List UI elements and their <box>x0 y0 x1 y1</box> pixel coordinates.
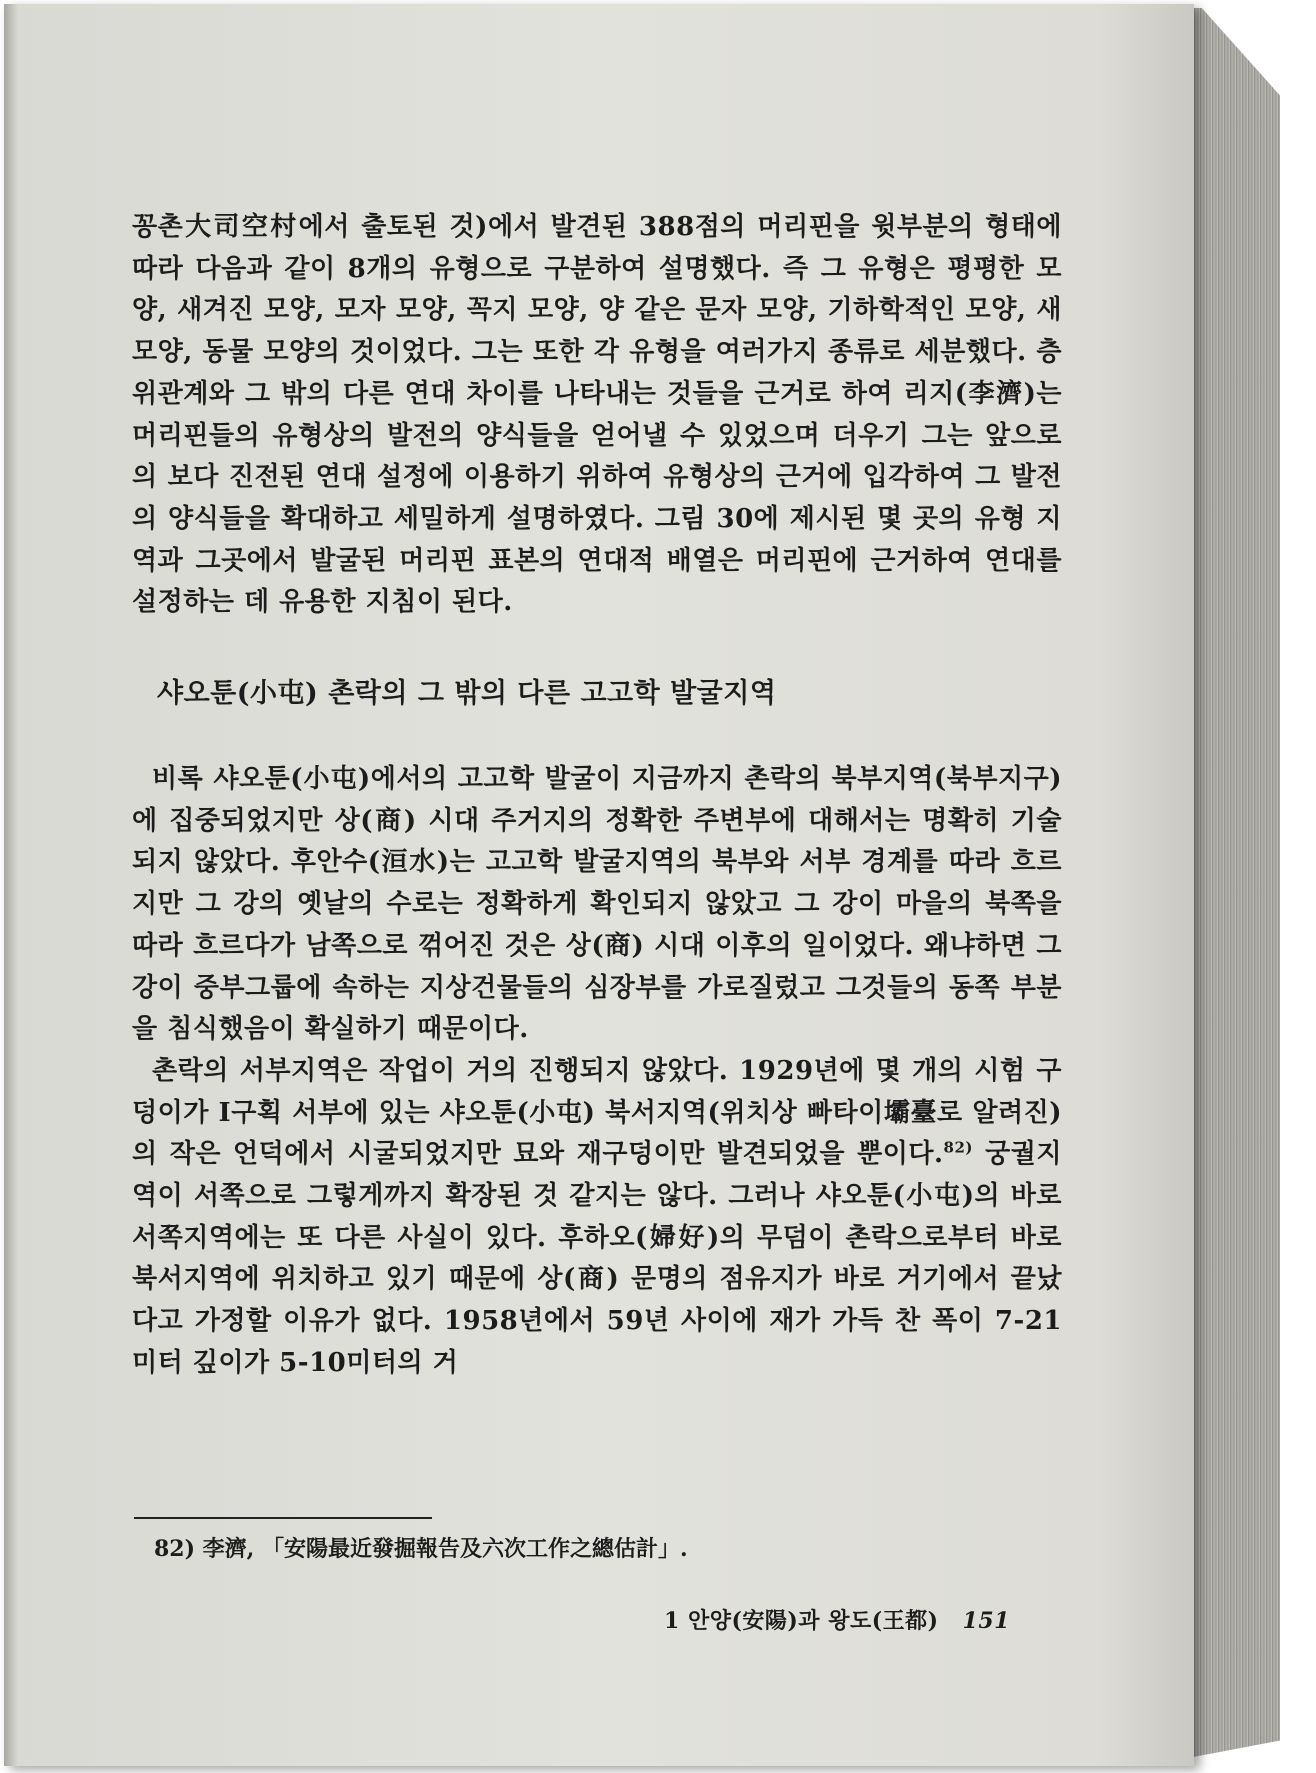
paragraph-3 <box>132 1051 1062 1385</box>
paragraph-3-part-1: 촌락의 서부지역은 작업이 거의 진행되지 않았다. 1929년에 몇 개의 시험 구덩이가 Ⅰ구획 서부에 있는 샤오툰(小屯) 북서지역(위치상 빠타이壩臺로 알려진)의 작은 언덕에서 시굴되었지만 묘와 재구덩이만 발견되었을 뿐이다. <box>132 1055 1062 1170</box>
chapter-title: 1 안양(安陽)과 왕도(王都) <box>664 1608 939 1634</box>
section-heading: 샤오툰(小屯) 촌락의 그 밖의 다른 고고학 발굴지역 <box>157 678 777 710</box>
page-number: 151 <box>962 1608 1010 1634</box>
book-page <box>4 4 1194 1766</box>
running-footer <box>664 1604 1010 1635</box>
paragraph-3-part-2: 궁궐지역이 서쪽으로 그렇게까지 확장된 것 같지는 않다. 그러나 샤오툰(小屯)의 바로 서쪽지역에는 또 다른 사실이 있다. 후하오(婦好)의 무덤이 촌락으로부터 바로 북서지역에 위치하고 있기 때문에 상(商) 문명의 점유지가 바로 거기에서 끝났다고 가정할 이유가 없다. 1958년에서 59년 사이에 재가 가득 찬 폭이 7-21미터 깊이가 5-10미터의 거 <box>132 1139 1062 1378</box>
paragraph-2: 비록 샤오툰(小屯)에서의 고고학 발굴이 지금까지 촌락의 북부지역(북부지구)에 집중되었지만 상(商) 시대 주거지의 정확한 주변부에 대해서는 명확히 기술되지 않았다. 후안수(洹水)는 고고학 발굴지역의 북부와 서부 경계를 따라 흐르지만 그 강의 옛날의 수로는 정확하게 확인되지 않았고 그 강이 마을의 북쪽을 따라 흐르다가 남쪽으로 꺾어진 것은 상(商) 시대 이후의 일이었다. 왜냐하면 그 강이 중부그룹에 속하는 지상건물들의 심장부를 가로질렀고 그것들의 동쪽 부분을 침식했음이 확실하기 때문이다. <box>132 764 1062 1045</box>
page-gutter-shadow <box>4 4 18 1766</box>
page-stack-edge <box>1188 8 1280 1758</box>
paragraph-1: 꽁촌大司空村에서 출토된 것)에서 발견된 388점의 머리핀을 윗부분의 형태에 따라 다음과 같이 8개의 유형으로 구분하여 설명했다. 즉 그 유형은 평평한 모양, 새겨진 모양, 모자 모양, 꼭지 모양, 양 같은 문자 모양, 기하학적인 모양, 새 모양, 동물 모양의 것이었다. 그는 또한 각 유형을 여러가지 종류로 세분했다. 층위관계와 그 밖의 다른 연대 차이를 나타내는 것들을 근거로 하여 리지(李濟)는 머리핀들의 유형상의 발전의 양식들을 얻어낼 수 있었으며 더우기 그는 앞으로의 보다 진전된 연대 설정에 이용하기 위하여 유형상의 근거에 입각하여 그 발전의 양식들을 확대하고 세밀하게 설명하였다. 그림 30에 제시된 몇 곳의 유형 지역과 그곳에서 발굴된 머리핀 표본의 연대적 배열은 머리핀에 근거하여 연대를 설정하는 데 유용한 지침이 된다. <box>132 212 1062 618</box>
footnote-divider <box>134 1517 432 1519</box>
body-text <box>132 207 1062 1385</box>
footnote-reference: 82) <box>943 1138 974 1157</box>
footnote-82: 82) 李濟, 「安陽最近發掘報告及六次工作之總估計」. <box>154 1536 688 1562</box>
